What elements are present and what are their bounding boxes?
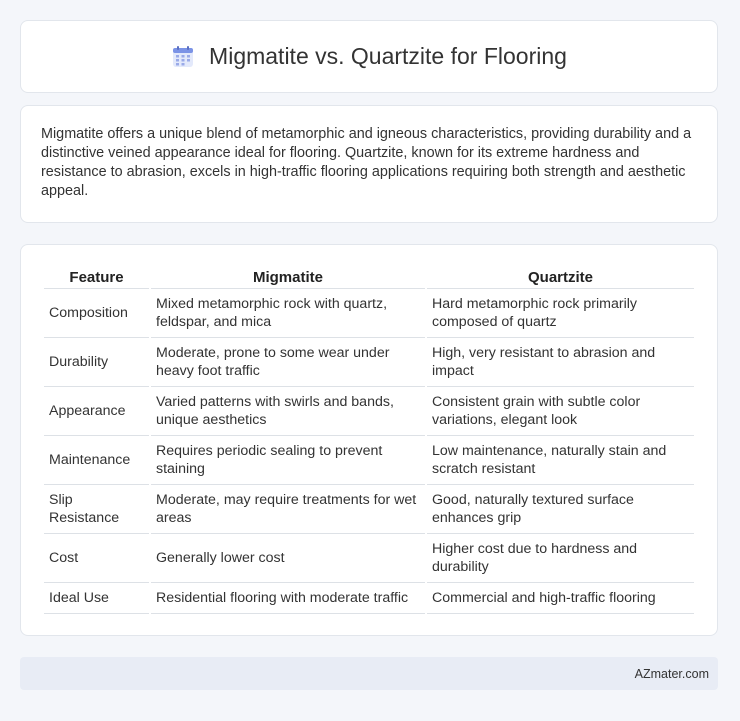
migmatite-cell: Residential flooring with moderate traffic — [151, 583, 425, 614]
migmatite-cell: Moderate, may require treatments for wet areas — [151, 485, 425, 534]
quartzite-cell: Commercial and high-traffic flooring — [427, 583, 694, 614]
feature-cell: Composition — [44, 289, 149, 338]
footer-brand: AZmater.com — [634, 666, 709, 681]
header-quartzite: Quartzite — [427, 265, 694, 289]
quartzite-cell: High, very resistant to abrasion and impact — [427, 338, 694, 387]
quartzite-cell: Good, naturally textured surface enhances grip — [427, 485, 694, 534]
table-row — [44, 387, 694, 436]
header-feature: Feature — [44, 265, 149, 289]
migmatite-cell: Requires periodic sealing to prevent staining — [151, 436, 425, 485]
feature-cell: Durability — [44, 338, 149, 387]
title-card — [20, 20, 718, 93]
calendar-icon — [171, 45, 195, 69]
migmatite-cell: Generally lower cost — [151, 534, 425, 583]
comparison-card — [20, 244, 718, 636]
table-row — [44, 485, 694, 534]
quartzite-cell: Consistent grain with subtle color variations, elegant look — [427, 387, 694, 436]
migmatite-cell: Moderate, prone to some wear under heavy foot traffic — [151, 338, 425, 387]
migmatite-cell: Varied patterns with swirls and bands, unique aesthetics — [151, 387, 425, 436]
header-migmatite: Migmatite — [151, 265, 425, 289]
table-row — [44, 436, 694, 485]
table-row — [44, 534, 694, 583]
feature-cell: Ideal Use — [44, 583, 149, 614]
feature-cell: Maintenance — [44, 436, 149, 485]
table-header-row — [44, 265, 694, 289]
table-row — [44, 289, 694, 338]
quartzite-cell: Hard metamorphic rock primarily composed of quartz — [427, 289, 694, 338]
comparison-table — [42, 265, 696, 614]
table-row — [44, 338, 694, 387]
footer — [20, 657, 718, 690]
migmatite-cell: Mixed metamorphic rock with quartz, feldspar, and mica — [151, 289, 425, 338]
page-title: Migmatite vs. Quartzite for Flooring — [209, 43, 567, 69]
intro-card — [20, 105, 718, 223]
feature-cell: Slip Resistance — [44, 485, 149, 534]
feature-cell: Appearance — [44, 387, 149, 436]
quartzite-cell: Higher cost due to hardness and durability — [427, 534, 694, 583]
intro-text: Migmatite offers a unique blend of metamorphic and igneous characteristics, providing durability and a distinctive veined appearance ideal for flooring. Quartzite, known for its extreme hardness and resistance to abrasion, excels in high-traffic flooring applications requiring both strength and aesthetic appeal. — [41, 126, 692, 199]
quartzite-cell: Low maintenance, naturally stain and scratch resistant — [427, 436, 694, 485]
table-row — [44, 583, 694, 614]
feature-cell: Cost — [44, 534, 149, 583]
